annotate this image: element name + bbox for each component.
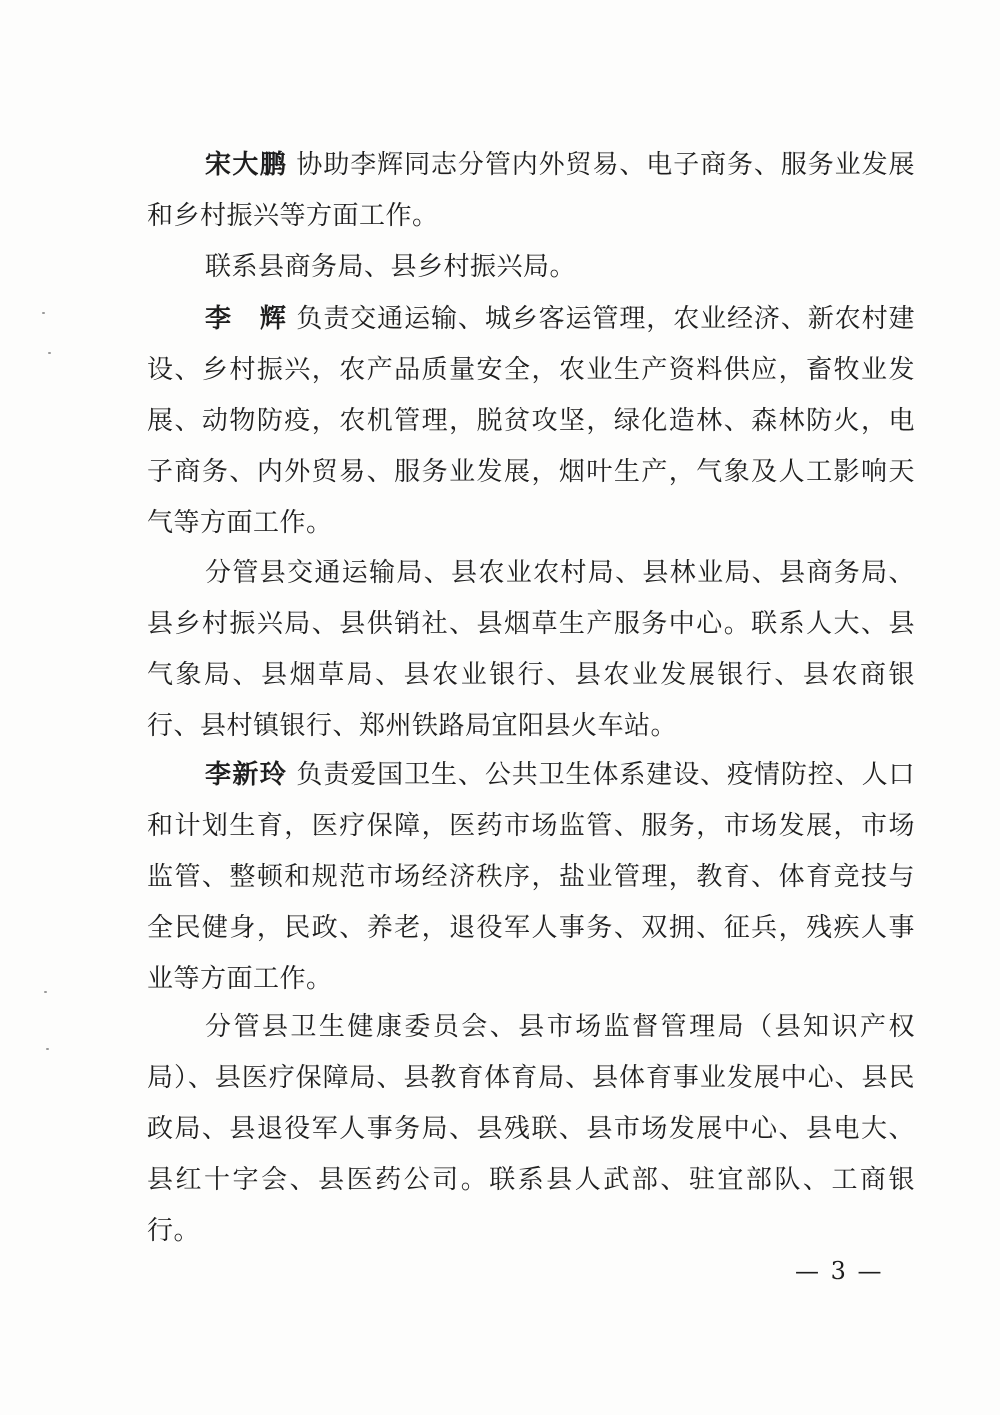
scan-speck [46,1048,49,1050]
official-name: 李新玲 [205,760,288,790]
paragraph-li-xinling-departments [147,1002,915,1257]
paragraph-liaison [147,242,915,293]
paragraph-li-hui-departments [147,548,915,752]
page-number: — 3 — [795,1257,884,1285]
paragraph-text: 负责爱国卫生、公共卫生体系建设、疫情防控、人口和计划生育，医疗保障，医药市场监管、服务，市场发展，市场监管、整顿和规范市场经济秩序，盐业管理，教育、体育竞技与全民健身，民政、养老，退役军人事务、双拥、征兵，残疾人事业等方面工作。 [147,760,915,994]
paragraph-li-xinling [147,750,915,1005]
paragraph-text: 联系县商务局、县乡村振兴局。 [205,252,577,282]
paragraph-text: 分管县卫生健康委员会、县市场监督管理局（县知识产权局）、县医疗保障局、县教育体育局、县体育事业发展中心、县民政局、县退役军人事务局、县残联、县市场发展中心、县电大、县红十字会、县医药公司。联系县人武部、驻宜部队、工商银行。 [147,1012,915,1246]
paragraph-song-dapeng [147,140,915,242]
paragraph-text: 负责交通运输、城乡客运管理，农业经济、新农村建设、乡村振兴，农产品质量安全，农业生产资料供应，畜牧业发展、动物防疫，农机管理，脱贫攻坚，绿化造林、森林防火，电子商务、内外贸易、服务业发展，烟叶生产，气象及人工影响天气等方面工作。 [147,304,915,538]
scan-speck [42,312,45,314]
paragraph-text: 协助李辉同志分管内外贸易、电子商务、服务业发展和乡村振兴等方面工作。 [147,150,915,231]
paragraph-text: 分管县交通运输局、县农业农村局、县林业局、县商务局、县乡村振兴局、县供销社、县烟草生产服务中心。联系人大、县气象局、县烟草局、县农业银行、县农业发展银行、县农商银行、县村镇银行、郑州铁路局宜阳县火车站。 [147,558,915,741]
scan-speck [44,991,47,993]
official-name: 宋大鹏 [205,150,288,180]
paragraph-li-hui [147,294,915,549]
official-name: 李 辉 [205,304,288,334]
scan-speck [48,352,51,354]
